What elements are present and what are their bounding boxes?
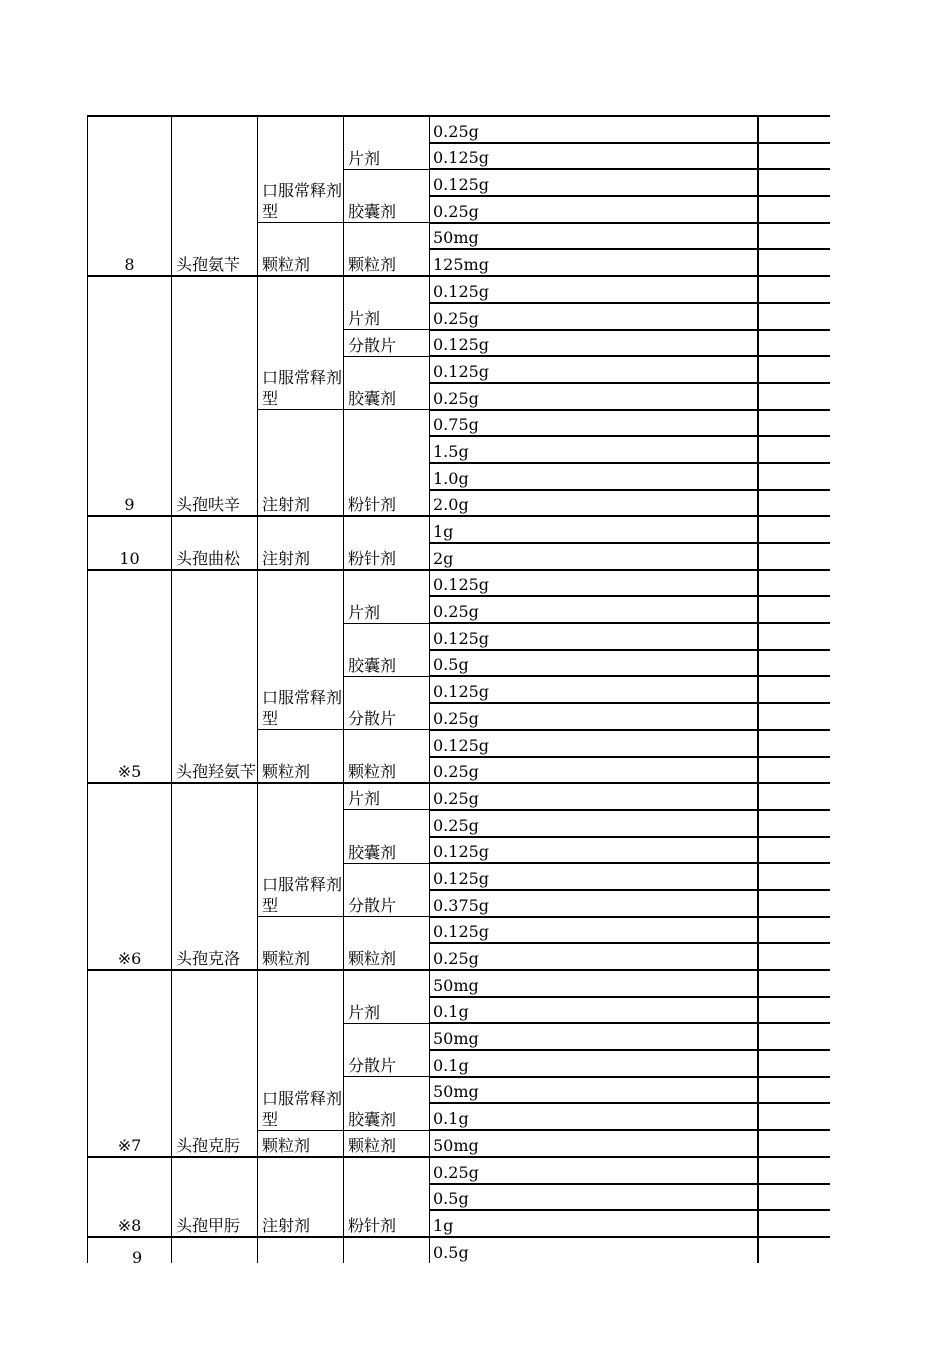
remarks-cell: [758, 1023, 830, 1050]
dosage-form-cell: 胶囊剂: [344, 356, 430, 409]
specification-cell: 0.75g: [430, 410, 758, 437]
remarks-cell: [758, 223, 830, 250]
dosage-form-cell: 胶囊剂: [344, 810, 430, 863]
specification-cell: 125mg: [430, 249, 758, 276]
dosage-class-cell: 颗粒剂: [258, 917, 344, 970]
item-number-cell: ※5: [88, 570, 172, 784]
specification-cell: 0.25g: [430, 703, 758, 730]
dosage-form-cell: 颗粒剂: [344, 730, 430, 783]
specification-cell: 50mg: [430, 223, 758, 250]
dosage-form-cell: 粉针剂: [344, 516, 430, 569]
dosage-form-cell: [344, 1237, 430, 1263]
specification-cell: 2.0g: [430, 490, 758, 517]
specification-cell: 0.125g: [430, 356, 758, 383]
specification-cell: 0.1g: [430, 997, 758, 1024]
table-row: [88, 970, 830, 997]
remarks-cell: [758, 1210, 830, 1237]
specification-cell: 0.125g: [430, 837, 758, 864]
item-number-cell: 8: [88, 116, 172, 276]
remarks-cell: [758, 1237, 830, 1263]
dosage-class-cell: [258, 1237, 344, 1263]
remarks-cell: [758, 783, 830, 810]
dosage-form-cell: 片剂: [344, 783, 430, 810]
specification-cell: 0.125g: [430, 917, 758, 944]
dosage-form-cell: 分散片: [344, 863, 430, 916]
drug-name-cell: 头孢克肟: [172, 970, 258, 1157]
remarks-cell: [758, 757, 830, 784]
table-row: [88, 516, 830, 543]
remarks-cell: [758, 863, 830, 890]
specification-cell: 0.25g: [430, 943, 758, 970]
specification-cell: 0.125g: [430, 676, 758, 703]
dosage-form-cell: 颗粒剂: [344, 917, 430, 970]
page-number: 9: [132, 1248, 143, 1267]
dosage-form-cell: 分散片: [344, 676, 430, 729]
specification-cell: 0.125g: [430, 863, 758, 890]
dosage-form-cell: 颗粒剂: [344, 223, 430, 276]
item-number-cell: 10: [88, 516, 172, 569]
dosage-form-cell: 片剂: [344, 570, 430, 623]
specification-cell: 0.125g: [430, 570, 758, 597]
dosage-class-cell: 口服常释剂型: [258, 970, 344, 1130]
specification-cell: 1g: [430, 516, 758, 543]
specification-cell: 0.25g: [430, 1157, 758, 1184]
specification-cell: 0.125g: [430, 730, 758, 757]
remarks-cell: [758, 596, 830, 623]
remarks-cell: [758, 623, 830, 650]
table-row: [88, 116, 830, 143]
specification-cell: 0.25g: [430, 757, 758, 784]
remarks-cell: [758, 943, 830, 970]
specification-cell: 0.25g: [430, 383, 758, 410]
remarks-cell: [758, 1184, 830, 1211]
specification-cell: 50mg: [430, 970, 758, 997]
table-row: [88, 783, 830, 810]
drug-name-cell: 头孢克洛: [172, 783, 258, 970]
remarks-cell: [758, 276, 830, 303]
remarks-cell: [758, 837, 830, 864]
table-body: [88, 116, 830, 1263]
specification-cell: 0.1g: [430, 1103, 758, 1130]
dosage-form-cell: 片剂: [344, 276, 430, 329]
drug-name-cell: 头孢甲肟: [172, 1157, 258, 1237]
remarks-cell: [758, 917, 830, 944]
remarks-cell: [758, 436, 830, 463]
specification-cell: 0.25g: [430, 196, 758, 223]
remarks-cell: [758, 970, 830, 997]
dosage-class-cell: 注射剂: [258, 410, 344, 517]
specification-cell: 0.5g: [430, 1237, 758, 1263]
dosage-class-cell: 颗粒剂: [258, 730, 344, 783]
specification-cell: 0.125g: [430, 143, 758, 170]
dosage-form-cell: 片剂: [344, 970, 430, 1023]
item-number-cell: ※7: [88, 970, 172, 1157]
remarks-cell: [758, 890, 830, 917]
specification-cell: 0.125g: [430, 623, 758, 650]
dosage-class-cell: 注射剂: [258, 1157, 344, 1237]
remarks-cell: [758, 703, 830, 730]
specification-cell: 2g: [430, 543, 758, 570]
specification-cell: 0.375g: [430, 890, 758, 917]
remarks-cell: [758, 116, 830, 143]
remarks-cell: [758, 1157, 830, 1184]
dosage-class-cell: 注射剂: [258, 516, 344, 569]
dosage-form-cell: 片剂: [344, 116, 430, 169]
remarks-cell: [758, 997, 830, 1024]
remarks-cell: [758, 356, 830, 383]
specification-cell: 50mg: [430, 1077, 758, 1104]
specification-cell: 0.1g: [430, 1050, 758, 1077]
drug-name-cell: 头孢羟氨苄: [172, 570, 258, 784]
remarks-cell: [758, 169, 830, 196]
drug-name-cell: 头孢呋辛: [172, 276, 258, 516]
remarks-cell: [758, 516, 830, 543]
table-row: [88, 570, 830, 597]
dosage-form-cell: 粉针剂: [344, 1157, 430, 1237]
specification-cell: 0.25g: [430, 116, 758, 143]
dosage-class-cell: 颗粒剂: [258, 1130, 344, 1157]
dosage-form-cell: 胶囊剂: [344, 1077, 430, 1130]
remarks-cell: [758, 730, 830, 757]
dosage-form-cell: 胶囊剂: [344, 623, 430, 676]
table-row: [88, 1157, 830, 1184]
specification-cell: 0.25g: [430, 596, 758, 623]
table-row: [88, 276, 830, 303]
item-number-cell: ※8: [88, 1157, 172, 1237]
dosage-form-cell: 颗粒剂: [344, 1130, 430, 1157]
specification-cell: 0.125g: [430, 169, 758, 196]
specification-cell: 0.25g: [430, 303, 758, 330]
remarks-cell: [758, 463, 830, 490]
remarks-cell: [758, 383, 830, 410]
remarks-cell: [758, 330, 830, 357]
item-number-cell: ※6: [88, 783, 172, 970]
remarks-cell: [758, 570, 830, 597]
table-row: [88, 1237, 830, 1263]
dosage-class-cell: 口服常释剂型: [258, 570, 344, 730]
remarks-cell: [758, 676, 830, 703]
specification-cell: 0.25g: [430, 783, 758, 810]
dosage-class-cell: 口服常释剂型: [258, 116, 344, 223]
remarks-cell: [758, 1077, 830, 1104]
remarks-cell: [758, 543, 830, 570]
dosage-form-cell: 胶囊剂: [344, 169, 430, 222]
remarks-cell: [758, 410, 830, 437]
drug-name-cell: [172, 1237, 258, 1263]
drug-name-cell: 头孢氨苄: [172, 116, 258, 276]
specification-cell: 50mg: [430, 1023, 758, 1050]
item-number-cell: [88, 1237, 172, 1263]
drug-name-cell: 头孢曲松: [172, 516, 258, 569]
remarks-cell: [758, 810, 830, 837]
specification-cell: 1.0g: [430, 463, 758, 490]
specification-cell: 1g: [430, 1210, 758, 1237]
drug-table-container: [87, 115, 829, 1262]
specification-cell: 50mg: [430, 1130, 758, 1157]
dosage-class-cell: 颗粒剂: [258, 223, 344, 276]
dosage-form-cell: 粉针剂: [344, 410, 430, 517]
remarks-cell: [758, 490, 830, 517]
specification-cell: 0.125g: [430, 330, 758, 357]
dosage-form-cell: 分散片: [344, 1023, 430, 1076]
item-number-cell: 9: [88, 276, 172, 516]
dosage-class-cell: 口服常释剂型: [258, 276, 344, 409]
remarks-cell: [758, 1130, 830, 1157]
remarks-cell: [758, 303, 830, 330]
remarks-cell: [758, 650, 830, 677]
remarks-cell: [758, 249, 830, 276]
specification-cell: 0.5g: [430, 1184, 758, 1211]
specification-cell: 0.25g: [430, 810, 758, 837]
remarks-cell: [758, 1050, 830, 1077]
remarks-cell: [758, 196, 830, 223]
dosage-class-cell: 口服常释剂型: [258, 783, 344, 916]
dosage-form-cell: 分散片: [344, 330, 430, 357]
specification-cell: 1.5g: [430, 436, 758, 463]
specification-cell: 0.125g: [430, 276, 758, 303]
drug-spec-table: [87, 115, 830, 1263]
remarks-cell: [758, 143, 830, 170]
specification-cell: 0.5g: [430, 650, 758, 677]
remarks-cell: [758, 1103, 830, 1130]
